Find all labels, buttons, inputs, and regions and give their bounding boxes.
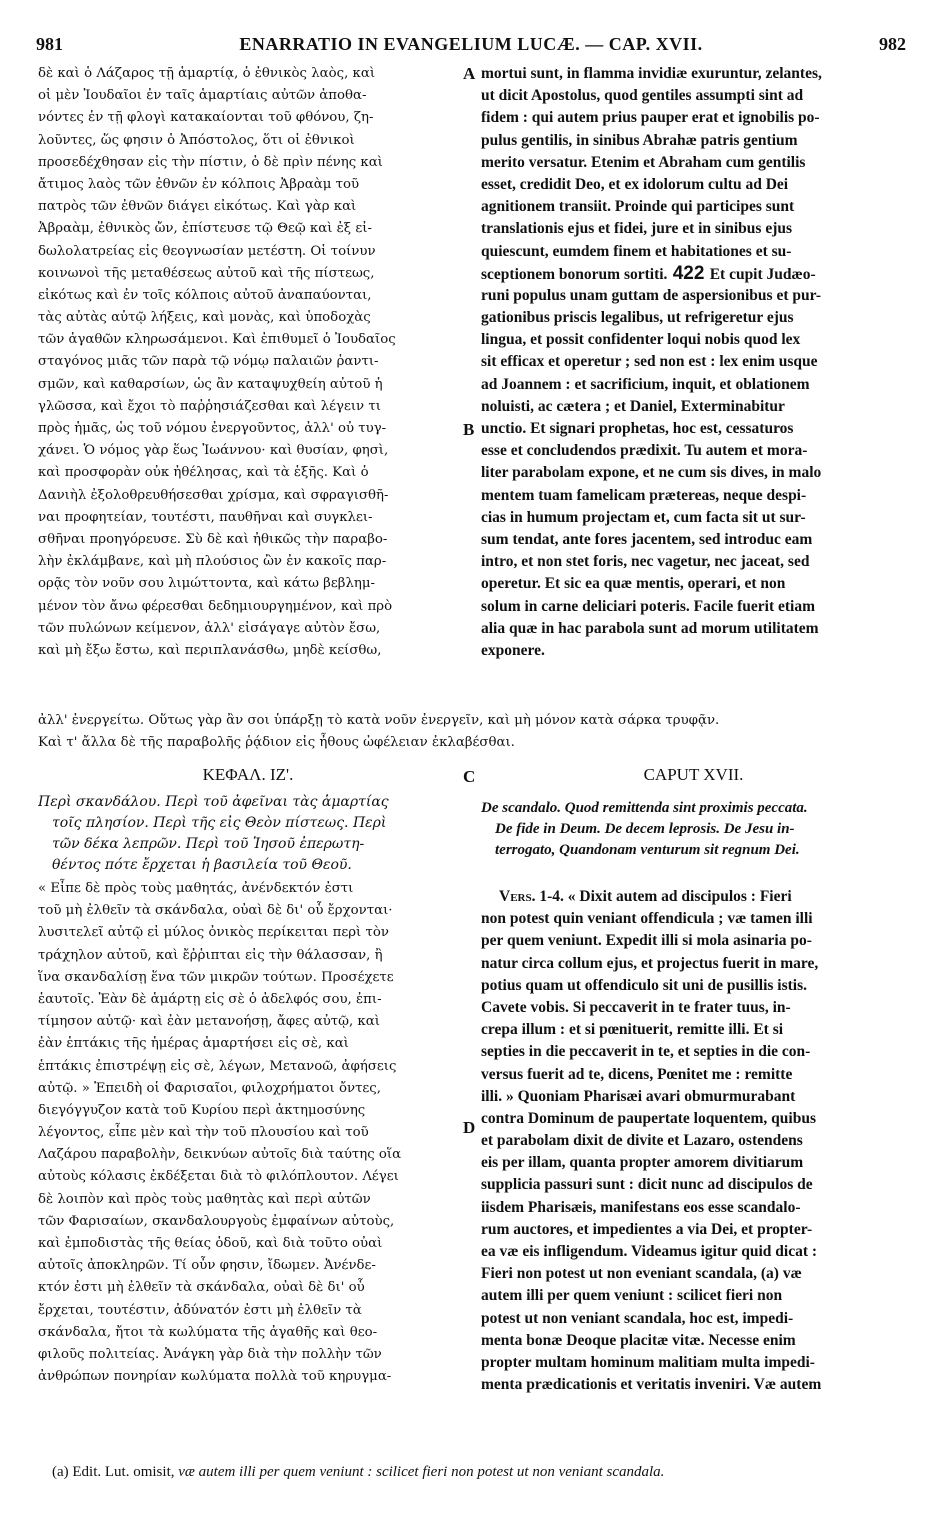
latin-text-line	[481, 107, 906, 129]
latin-text-line: natur circa collum ejus, et projectus fuerit in mare,	[481, 954, 819, 972]
greek-summary-line: θέντος πότε ἔρχεται ἡ βασιλεία τοῦ Θεοῦ.	[52, 857, 352, 873]
greek-text-line: Ἀβραὰμ, ἐθνικὸς ὤν, ἐπίστευσε τῷ Θεῷ καὶ ἐξ εἰ-	[38, 221, 372, 237]
latin-line-text: esse et concludendos prædixit. Tu autem et mora-	[481, 442, 808, 460]
latin-text-line: propter multam hominum malitiam multa impedi-	[481, 1353, 815, 1371]
greek-text-line: χάνει. Ὁ νόμος γὰρ ἕως Ἰωάννου· καὶ θυσίαν, φησὶ,	[38, 443, 389, 459]
latin-text-line	[481, 285, 906, 307]
latin-line-text: esset, credidit Deo, et ex idolorum cultu ad Dei	[481, 175, 789, 193]
latin-column-bottom	[481, 886, 906, 1396]
latin-text-line	[481, 63, 906, 85]
greek-text-line: προσεδέχθησαν εἰς τὴν πίστιν, ὁ δὲ πρὶν πένης καὶ	[38, 154, 383, 170]
latin-text-line: Cavete vobis. Si peccaverit in te frater tuus, in-	[481, 998, 791, 1016]
full-width-lines	[38, 710, 906, 754]
latin-text-line	[481, 396, 906, 418]
latin-text-line	[481, 551, 906, 573]
margin-marker-b: B	[463, 420, 475, 439]
greek-summary-line: Περὶ σκανδάλου. Περὶ τοῦ ἀφεῖναι τὰς ἁμαρτίας	[38, 794, 389, 810]
greek-column-top	[38, 63, 458, 662]
latin-text-line	[481, 263, 906, 285]
greek-text-line: ἀνθρώπων πονηρίαν κωλύματα πολλὰ τοῦ κηρυγμα-	[38, 1369, 392, 1385]
greek-text-line: ἔρχεται, τουτέστιν, ἀδύνατόν ἐστι μὴ ἐλθεῖν τὰ	[38, 1302, 362, 1318]
running-title: ENARRATIO IN EVANGELIUM LUCÆ. — CAP. XVII.	[239, 34, 703, 54]
latin-line-text: operetur. Et sic ea quæ mentis, operari, et non	[481, 575, 786, 593]
greek-text-line: τῶν πυλώνων κείμενον, ἀλλ' εἰσάγαγε αὐτὸν ἔσω,	[38, 620, 381, 636]
latin-text-line	[481, 418, 906, 440]
greek-text-line: Λαζάρου παραβολὴν, δεικνύων αὐτοῖς διὰ ταύτης οἵα	[38, 1147, 402, 1163]
greek-text-line: δὲ καὶ ὁ Λάζαρος τῇ ἁμαρτίᾳ, ὁ ἐθνικὸς λαὸς, καὶ	[38, 66, 376, 81]
latin-text-line: per quem veniunt. Expedit illi si mola asinaria po-	[481, 932, 812, 950]
latin-line-text: gationibus priscis legalibus, ut refrigeretur ejus	[481, 309, 794, 327]
greek-text-line: φιλοῦς πολιτείας. Ἀνάγκη γὰρ διὰ τὴν πολλὴν τῶν	[38, 1346, 382, 1362]
latin-text-line: non potest quin veniant offendicula ; væ tamen illi	[481, 910, 813, 928]
latin-line-text: mentem tuam famelicam prætereas, neque despi-	[481, 486, 807, 504]
greek-text-line: μένον τὸν ἄνω φέρεσθαι δεδημιουργημένον, καὶ πρὸ	[38, 598, 393, 614]
greek-text-line: ναι προφητείαν, τουτέστι, παυθῆναι καὶ συγκλει-	[38, 509, 373, 525]
running-header	[36, 34, 906, 56]
greek-text-line: Δανιὴλ ἐξολοθρευθήσεσθαι χρίσμα, καὶ σφραγισθῆ-	[38, 487, 389, 503]
latin-text-line: potius quam ut offendiculo sit uni de pusillis istis.	[481, 976, 808, 994]
greek-text-line: ἑαυτοῖς. Ἐὰν δὲ ἁμάρτῃ εἰς σὲ ὁ ἀδελφός σου, ἐπι-	[38, 991, 382, 1007]
greek-text-line: εἰκότως καὶ ἐν τοῖς κόλποις αὐτοῦ ἀναπαύονται,	[38, 287, 372, 303]
greek-text-line: σταγόνος μιᾶς τῶν παρὰ τῷ νόμῳ παλαιῶν ῥαντι-	[38, 354, 379, 370]
page-number-left: 981	[36, 34, 63, 54]
latin-text-line	[481, 596, 906, 618]
margin-marker-d: D	[463, 1118, 476, 1137]
latin-line-text: fidem : qui autem prius pauper erat et ignobilis po-	[481, 109, 820, 127]
latin-column-top	[481, 63, 906, 662]
greek-text-line: κτόν ἐστι μὴ ἐλθεῖν τὰ σκάνδαλα, οὐαὶ δὲ δι' οὗ	[38, 1280, 365, 1296]
latin-text-line	[481, 462, 906, 484]
latin-text-line: Fieri non potest ut non eveniant scandala, (a) væ	[481, 1265, 802, 1283]
greek-summary-line: τῶν δέκα λεπρῶν. Περὶ τοῦ Ἰησοῦ ἐπερωτη-	[52, 836, 365, 852]
greek-chapter-title: ΚΕΦΑΛ. ΙΖ'.	[202, 765, 294, 784]
verse-label: Vers. 1-4.	[499, 888, 564, 905]
footnote-italic: væ autem illi per quem veniunt : scilicet fieri non potest ut non veniant scandala.	[178, 1464, 665, 1480]
latin-text-line: supplicia passuri sunt : dicit nunc ad discipulos de	[481, 1176, 813, 1194]
greek-text-line: δὲ λοιπὸν καὶ πρὸς τοὺς μαθητὰς καὶ περὶ αὐτῶν	[38, 1191, 371, 1207]
latin-text-line: illi. » Quoniam Pharisæi avari obmurmurabant	[481, 1087, 796, 1105]
latin-bottom-first-tail: « Dixit autem ad discipulos : Fieri	[567, 888, 792, 905]
latin-line-text: translationis ejus et fidei, jure et in sinibus ejus	[481, 220, 793, 238]
latin-line-text: noluisti, ac cætera ; et Daniel, Exterminabitur	[481, 397, 785, 415]
latin-text-line: potest ut non veniant scandala, hoc est, impedi-	[481, 1309, 794, 1327]
latin-summary-line: terrogato, Quandonam venturum sit regnum Dei.	[495, 842, 800, 858]
latin-text-line	[481, 573, 906, 595]
latin-text-line	[481, 507, 906, 529]
greek-text-line: πατρὸς τῶν ἐθνῶν διάγει εἰκότως. Καὶ γὰρ καὶ	[38, 199, 357, 215]
greek-text-line: αὐτῷ. » Ἐπειδὴ οἱ Φαρισαῖοι, φιλοχρήματοι ὄντες,	[38, 1080, 381, 1096]
latin-line-text: lingua, et possit confidenter loqui nobis quod lex	[481, 331, 801, 349]
greek-text-line: καὶ μὴ ἔξω ἔστω, καὶ περιπλανάσθω, μηδὲ κείσθω,	[38, 642, 382, 658]
greek-text-line: καὶ προσφορὰν οὐκ ἠθέλησας, καὶ τὰ ἑξῆς. Καὶ ὁ	[38, 465, 369, 481]
latin-text-line: crepa illum : et si pœnituerit, remitte illi. Et si	[481, 1021, 784, 1039]
latin-text-line: septies in die peccaverit in te, et septies in die con-	[481, 1043, 811, 1061]
latin-text-line: versus fuerit ad te, dicens, Pœnitet me : remitte	[481, 1065, 793, 1083]
greek-text-line: ἄτιμος λαὸς τῶν ἐθνῶν ἐν κόλποις Ἀβραὰμ τοῦ	[38, 176, 360, 192]
greek-text-line: ἵνα σκανδαλίσῃ ἕνα τῶν μικρῶν τούτων. Προσέχετε	[38, 969, 394, 985]
greek-text-line: διεγόγγυζον κατὰ τοῦ Κυρίου περὶ ἀκτημοσύνης	[38, 1102, 366, 1118]
greek-text-line: « Εἶπε δὲ πρὸς τοὺς μαθητάς, ἀνένδεκτόν ἐστι	[38, 881, 354, 896]
footnote	[52, 1464, 912, 1481]
latin-text-line	[481, 374, 906, 396]
page-number-right: 982	[879, 34, 906, 54]
greek-text-line: τίμησον αὐτῷ· καὶ ἐὰν μετανοήσῃ, ἄφες αὐτῷ, καὶ	[38, 1014, 380, 1030]
full-width-text-line: ἀλλ' ἐνεργείτω. Οὕτως γὰρ ἂν σοι ὑπάρξῃ τὸ κατὰ νοῦν ἐνεργεῖν, καὶ μὴ μόνον κατὰ σάρκα τρυφᾷν.	[38, 713, 720, 728]
latin-chapter-summary	[481, 798, 906, 861]
latin-text-line	[481, 529, 906, 551]
latin-line-text: solum in carne deliciari poteris. Facile fuerit etiam	[481, 597, 816, 615]
footnote-lead: (a) Edit. Lut. omisit,	[52, 1464, 175, 1480]
latin-text-line: contra Dominum de paupertate loquentem, quibus	[481, 1109, 816, 1127]
greek-text-line: λυσιτελεῖ αὐτῷ εἰ μύλος ὀνικὸς περίκειται περὶ τὸν	[38, 925, 389, 941]
latin-line-text: mortui sunt, in flamma invidiæ exuruntur, zelantes,	[481, 65, 822, 82]
latin-text-line: autem illi per quem veniunt : scilicet fieri non	[481, 1287, 783, 1305]
latin-line-text: sceptionem bonorum sortiti.	[481, 265, 668, 283]
margin-marker-a: A	[463, 64, 476, 83]
greek-text-line: κοινωνοὶ τῆς μεταθέσεως αὐτοῦ καὶ τῆς πίστεως,	[38, 265, 375, 281]
latin-text-line	[481, 85, 906, 107]
latin-line-text: runi populus unam guttam de aspersionibus et pur-	[481, 286, 822, 304]
greek-chapter-summary	[38, 792, 458, 876]
greek-text-line: αὐτοὺς κόλασις ἐκδέξεται διὰ τὸ φιλόπλουτον. Λέγει	[38, 1169, 399, 1185]
greek-text-line: σκάνδαλα, ἤτοι τὰ κωλύματα τῆς ἀγαθῆς καὶ θεο-	[38, 1324, 378, 1340]
latin-line-text: intro, et non stet foris, nec vagetur, nec jaceat, sed	[481, 553, 810, 571]
latin-line-text: ad Joannem : et sacrificium, inquit, et oblationem	[481, 375, 810, 393]
latin-text-line	[481, 618, 906, 640]
latin-text-line: ea væ eis infligendum. Videamus igitur quid dicat :	[481, 1243, 818, 1260]
latin-text-line: rum auctores, et impedientes a via Dei, et propter-	[481, 1220, 813, 1238]
latin-line-text: exponere.	[481, 641, 545, 659]
latin-text-line: menta bonæ Deoque placitæ vitæ. Necesse enim	[481, 1331, 796, 1349]
latin-line-text: cias in humum projectam et, cum facta sit ut sur-	[481, 508, 806, 526]
latin-line-text: ut dicit Apostolus, quod gentiles assumpti sint ad	[481, 87, 804, 105]
greek-text-line: τὰς αὐτὰς αὐτῷ λήξεις, καὶ μονὰς, καὶ ὑποδοχὰς	[38, 310, 371, 326]
latin-bottom-first-line	[481, 886, 906, 908]
latin-summary-line: De scandalo. Quod remittenda sint proximis peccata.	[481, 800, 808, 816]
latin-text-line	[481, 640, 906, 662]
latin-text-line	[481, 130, 906, 152]
greek-text-line: τῶν ἀγαθῶν κληρωσάμενοι. Καὶ ἐπιθυμεῖ ὁ Ἰουδαῖος	[38, 332, 396, 348]
latin-line-text: merito versatur. Etenim et Abraham cum gentilis	[481, 153, 806, 171]
latin-text-line: et parabolam dixit de divite et Lazaro, ostendens	[481, 1132, 803, 1150]
greek-text-line: σμῶν, καὶ καθαρσίων, ὡς ἂν καταψυχθείη αὐτοῦ ἡ	[38, 376, 383, 392]
greek-text-line: σθῆναι προηγόρευσε. Σὺ δὲ καὶ ἠθικῶς τὴν παραβο-	[38, 531, 388, 547]
greek-text-line: πρὸς ἡμᾶς, ὡς τοῦ νόμου ἐνεργοῦντος, ἀλλ' οὐ τυγ-	[38, 421, 387, 436]
latin-text-line: eis per illam, quanta propter amorem divitiarum	[481, 1154, 804, 1172]
greek-text-line: δωλολατρείας εἰς θεογνωσίαν μετέστη. Οἱ τοίνυν	[38, 243, 376, 259]
latin-line-text: quiescunt, eumdem finem et habitationes et su-	[481, 242, 792, 260]
greek-text-line: γλῶσσα, καὶ ἔχοι τὸ παῤῥησιάζεσθαι καὶ λέγειν τι	[38, 398, 381, 414]
inline-page-number: 422	[667, 262, 710, 284]
greek-text-line: καὶ ἐμποδιστὰς τῆς θείας ὁδοῦ, καὶ διὰ τοῦτο οὐαὶ	[38, 1236, 383, 1251]
greek-text-line: τῶν Φαρισαίων, σκανδαλουργοὺς ἐμφαίνων αὐτοὺς,	[38, 1213, 395, 1229]
margin-marker-c: C	[463, 767, 476, 786]
greek-text-line: λὴν ἐκλάμβανε, καὶ μὴ πλούσιος ὢν ἐν κακοῖς παρ-	[38, 554, 387, 570]
latin-line-text: agnitionem transiit. Proinde qui participes sunt	[481, 198, 795, 216]
latin-chapter-title: CAPUT XVII.	[643, 765, 744, 784]
latin-line-text: alia quæ in hac parabola sunt ad morum utilitatem	[481, 619, 819, 637]
latin-text-line	[481, 485, 906, 507]
latin-text-line: menta prædicationis et veritatis inveniri. Væ autem	[481, 1376, 822, 1394]
greek-text-line: νόντες ἐν τῇ φλογὶ κατακαίονται τοῦ φθόνου, ζη-	[38, 110, 374, 126]
latin-summary-line: De fide in Deum. De decem leprosis. De Jesu in-	[495, 821, 795, 837]
latin-text-line	[481, 218, 906, 240]
full-width-text-line: Καὶ τ' ἄλλα δὲ τῆς παραβολῆς ῥᾴδιον εἰς ἦθους ὠφέλειαν ἐκλαβέσθαι.	[38, 735, 515, 751]
greek-text-line: αὐτοῖς ἀποκληρῶν. Τί οὖν φησιν, ἴδωμεν. Ἀνένδε-	[38, 1258, 376, 1274]
greek-column-bottom	[38, 878, 458, 1388]
latin-text-line	[481, 329, 906, 351]
latin-line-text: pulus gentilis, in sinibus Abrahæ patris gentium	[481, 131, 798, 149]
latin-text-line	[481, 440, 906, 462]
latin-text-line	[481, 241, 906, 263]
latin-line-text: unctio. Et signari prophetas, hoc est, cessaturos	[481, 420, 794, 437]
latin-line-text: liter parabolam expone, et ne cum sis dives, in malo	[481, 464, 822, 482]
latin-text-line	[481, 307, 906, 329]
latin-text-line	[481, 152, 906, 174]
greek-text-line: τοῦ μὴ ἐλθεῖν τὰ σκάνδαλα, οὐαὶ δὲ δι' οὗ ἔρχονται·	[38, 903, 393, 919]
greek-text-line: λέγοντος, εἶπε μὲν καὶ τὴν τοῦ πλουσίου καὶ τοῦ	[38, 1125, 369, 1141]
latin-text-line	[481, 174, 906, 196]
greek-text-line: λοῦντες, ὥς φησιν ὁ Ἀπόστολος, ὅτι οἱ ἐθνικοὶ	[38, 132, 355, 148]
greek-text-line: ἑπτάκις ἐπιστρέψῃ εἰς σὲ, λέγων, Μετανοῶ, ἀφήσεις	[38, 1058, 397, 1074]
greek-text-line: ορᾷς τὸν νοῦν σου λιμώττοντα, καὶ κάτω βεβλημ-	[38, 576, 375, 592]
greek-text-line: τράχηλον αὐτοῦ, καὶ ἔῤῥιπται εἰς τὴν θάλασσαν, ἢ	[38, 947, 383, 963]
latin-line-text: sit efficax et operetur ; sed non est : lex enim usque	[481, 353, 818, 371]
greek-text-line: ἐὰν ἑπτάκις τῆς ἡμέρας ἁμαρτήσει εἰς σὲ, καὶ	[38, 1036, 349, 1052]
latin-text-line: iisdem Pharisæis, manifestans eos esse scandalo-	[481, 1198, 801, 1216]
greek-summary-line: τοῖς πλησίον. Περὶ τῆς εἰς Θεὸν πίστεως. Περὶ	[52, 815, 387, 831]
greek-text-line: οἱ μὲν Ἰουδαῖοι ἐν ταῖς ἁμαρτίαις αὐτῶν ἀποθα-	[38, 88, 367, 104]
latin-line-text: sum tendat, ante fores jacentem, sed introduc eam	[481, 530, 813, 548]
latin-text-line	[481, 351, 906, 373]
latin-line-tail: Et cupit Judæo-	[709, 265, 816, 283]
latin-text-line	[481, 196, 906, 218]
